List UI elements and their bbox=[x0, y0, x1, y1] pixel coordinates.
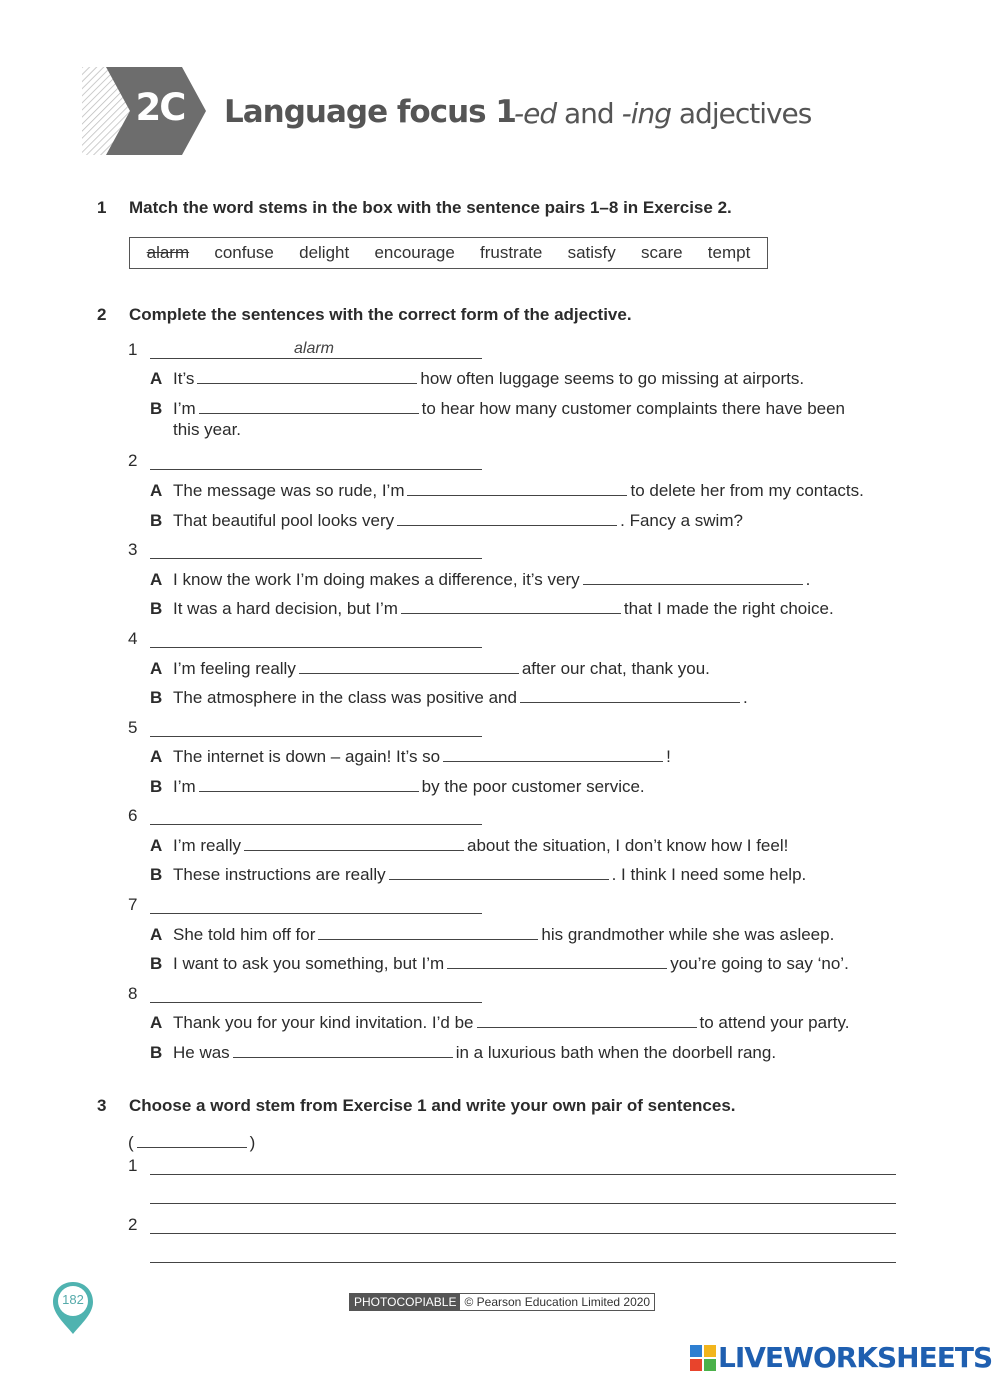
sentence-text: These instructions are really bbox=[173, 865, 386, 884]
writing-line[interactable] bbox=[150, 1203, 896, 1204]
word-stem-crossed: alarm bbox=[146, 243, 190, 262]
sentence-text: how often luggage seems to go missing at airports. bbox=[420, 369, 805, 388]
sentence-text: The message was so rude, I’m bbox=[173, 481, 405, 500]
sentence-label: B bbox=[150, 511, 163, 530]
sentence-label: A bbox=[150, 1013, 163, 1032]
sentence-b bbox=[150, 1041, 776, 1064]
word-stem: frustrate bbox=[480, 243, 543, 262]
answer-blank[interactable] bbox=[477, 1012, 697, 1028]
sentence-label: A bbox=[150, 369, 163, 388]
word-stem: encourage bbox=[374, 243, 455, 262]
writing-line[interactable] bbox=[150, 1262, 896, 1263]
sentence-b bbox=[150, 775, 645, 798]
sentence-label: A bbox=[150, 836, 163, 855]
sentence-b bbox=[150, 397, 845, 420]
sentence-text: that I made the right choice. bbox=[623, 599, 834, 618]
item-number: 4 bbox=[128, 629, 138, 648]
item-number: 2 bbox=[128, 451, 138, 470]
answer-blank[interactable] bbox=[199, 776, 419, 792]
liveworksheets-logo[interactable] bbox=[690, 1341, 992, 1374]
sentence-label: A bbox=[150, 570, 163, 589]
exercise-2-instruction: Complete the sentences with the correct form of the adjective. bbox=[129, 305, 632, 324]
sentence-text: in a luxurious bath when the doorbell rang. bbox=[455, 1043, 777, 1062]
item-number: 5 bbox=[128, 718, 138, 737]
sentence-label: A bbox=[150, 481, 163, 500]
sentence-text: He was bbox=[173, 1043, 230, 1062]
liveworksheets-icon bbox=[690, 1345, 716, 1371]
word-answer-field[interactable] bbox=[150, 894, 482, 914]
sentence-text: It’s bbox=[173, 369, 195, 388]
sentence-label: B bbox=[150, 1043, 163, 1062]
sentence-text: ! bbox=[666, 747, 671, 766]
sentence-b bbox=[150, 863, 806, 886]
item-number: 8 bbox=[128, 984, 138, 1003]
sentence-a bbox=[150, 657, 710, 680]
exercise-2-number: 2 bbox=[97, 305, 107, 324]
exercise-3-number: 3 bbox=[97, 1096, 107, 1115]
sentence-text: Thank you for your kind invitation. I’d be bbox=[173, 1013, 474, 1032]
sentence-text: It was a hard decision, but I’m bbox=[173, 599, 398, 618]
sentence-text: The internet is down – again! It’s so bbox=[173, 747, 441, 766]
sentence-a bbox=[150, 1011, 849, 1034]
sentence-text: The atmosphere in the class was positive and bbox=[173, 688, 517, 707]
sentence-text: I’m bbox=[173, 777, 196, 796]
sentence-label: B bbox=[150, 599, 163, 618]
sentence-b bbox=[150, 597, 834, 620]
sentence-text: I’m really bbox=[173, 836, 242, 855]
sentence-label: B bbox=[150, 688, 163, 707]
item-number: 7 bbox=[128, 895, 138, 914]
sentence-text: . I think I need some help. bbox=[611, 865, 807, 884]
sentence-number: 2 bbox=[128, 1215, 138, 1234]
sentence-text: . bbox=[805, 570, 811, 589]
word-stem: scare bbox=[640, 243, 683, 262]
answer-blank[interactable] bbox=[447, 953, 667, 969]
answer-blank[interactable] bbox=[389, 864, 609, 880]
sentence-text: to attend your party. bbox=[699, 1013, 850, 1032]
page-number-badge bbox=[51, 1280, 95, 1336]
answer-blank[interactable] bbox=[318, 924, 538, 940]
sentence-b bbox=[150, 952, 849, 975]
sentence-text: I know the work I’m doing makes a difference, it’s very bbox=[173, 570, 580, 589]
word-answer-field[interactable] bbox=[150, 628, 482, 648]
writing-line[interactable] bbox=[150, 1233, 896, 1234]
word-stem-choice-blank[interactable] bbox=[137, 1134, 247, 1148]
sentence-label: B bbox=[150, 954, 163, 973]
page-subtitle bbox=[514, 97, 811, 130]
answer-blank[interactable] bbox=[233, 1042, 453, 1058]
subtitle-adjectives: adjectives bbox=[671, 97, 812, 130]
word-answer-field[interactable] bbox=[150, 983, 482, 1003]
word-stem: confuse bbox=[214, 243, 274, 262]
answer-blank[interactable] bbox=[397, 510, 617, 526]
writing-line[interactable] bbox=[150, 1174, 896, 1175]
example-answer: alarm bbox=[294, 340, 335, 357]
subtitle-ing: -ing bbox=[621, 97, 671, 130]
sentence-a bbox=[150, 923, 834, 946]
answer-blank[interactable] bbox=[583, 569, 803, 585]
word-answer-field[interactable] bbox=[150, 805, 482, 825]
sentence-label: B bbox=[150, 777, 163, 796]
sentence-label: B bbox=[150, 399, 163, 418]
sentence-continuation: this year. bbox=[173, 420, 242, 439]
sentence-b bbox=[150, 686, 748, 709]
sentence-a bbox=[150, 568, 810, 591]
word-stem: tempt bbox=[707, 243, 751, 262]
sentence-label: A bbox=[150, 747, 163, 766]
copyright-text: © Pearson Education Limited 2020 bbox=[464, 1295, 651, 1309]
paren-close: ) bbox=[249, 1133, 256, 1152]
sentence-a bbox=[150, 479, 864, 502]
sentence-text: about the situation, I don’t know how I feel! bbox=[467, 836, 789, 855]
sentence-number: 1 bbox=[128, 1156, 138, 1175]
sentence-a bbox=[150, 745, 671, 768]
answer-blank[interactable] bbox=[244, 835, 464, 851]
sentence-text: to delete her from my contacts. bbox=[630, 481, 864, 500]
sentence-b bbox=[150, 509, 743, 532]
answer-blank[interactable] bbox=[299, 658, 519, 674]
page-number: 182 bbox=[62, 1292, 84, 1307]
answer-blank[interactable] bbox=[401, 598, 621, 614]
sentence-label: A bbox=[150, 659, 163, 678]
word-answer-field[interactable] bbox=[150, 539, 482, 559]
sentence-text: She told him off for bbox=[173, 925, 316, 944]
sentence-text: after our chat, thank you. bbox=[521, 659, 710, 678]
unit-code: 2C bbox=[135, 86, 185, 129]
sentence-a bbox=[150, 834, 788, 857]
sentence-text: . Fancy a swim? bbox=[620, 511, 743, 530]
word-stem-box bbox=[129, 237, 768, 269]
word-stem: delight bbox=[299, 243, 350, 262]
word-answer-field[interactable] bbox=[150, 450, 482, 470]
photocopiable-label: PHOTOCOPIABLE bbox=[350, 1294, 460, 1310]
page-title: Language focus 1 bbox=[224, 94, 516, 130]
sentence-text: his grandmother while she was asleep. bbox=[541, 925, 835, 944]
sentence-text: to hear how many customer complaints there have been bbox=[421, 399, 846, 418]
word-stem-choice bbox=[128, 1133, 255, 1153]
paren-open: ( bbox=[128, 1133, 134, 1152]
subtitle-and: and bbox=[556, 97, 622, 130]
answer-blank[interactable] bbox=[199, 398, 419, 414]
sentence-text: I’m bbox=[173, 399, 196, 418]
answer-blank[interactable] bbox=[443, 746, 663, 762]
sentence-text: . bbox=[742, 688, 748, 707]
word-stem: satisfy bbox=[567, 243, 616, 262]
sentence-text: That beautiful pool looks very bbox=[173, 511, 395, 530]
sentence-text: by the poor customer service. bbox=[421, 777, 645, 796]
subtitle-ed: -ed bbox=[514, 97, 557, 130]
sentence-text: you’re going to say ‘no’. bbox=[670, 954, 849, 973]
answer-blank[interactable] bbox=[407, 480, 627, 496]
item-number: 6 bbox=[128, 806, 138, 825]
exercise-3-instruction: Choose a word stem from Exercise 1 and write your own pair of sentences. bbox=[129, 1096, 736, 1115]
answer-blank[interactable] bbox=[520, 687, 740, 703]
sentence-label: B bbox=[150, 865, 163, 884]
exercise-1-instruction: Match the word stems in the box with the sentence pairs 1–8 in Exercise 2. bbox=[129, 198, 732, 217]
copyright-footer bbox=[349, 1293, 655, 1311]
sentence-label: A bbox=[150, 925, 163, 944]
sentence-a bbox=[150, 367, 804, 390]
exercise-1-number: 1 bbox=[97, 198, 107, 217]
answer-blank[interactable] bbox=[197, 368, 417, 384]
item-number: 1 bbox=[128, 340, 138, 359]
sentence-text: I’m feeling really bbox=[173, 659, 296, 678]
item-number: 3 bbox=[128, 540, 138, 559]
word-answer-field[interactable] bbox=[150, 717, 482, 737]
sentence-text: I want to ask you something, but I’m bbox=[173, 954, 445, 973]
liveworksheets-wordmark: LIVEWORKSHEETS bbox=[718, 1341, 993, 1374]
